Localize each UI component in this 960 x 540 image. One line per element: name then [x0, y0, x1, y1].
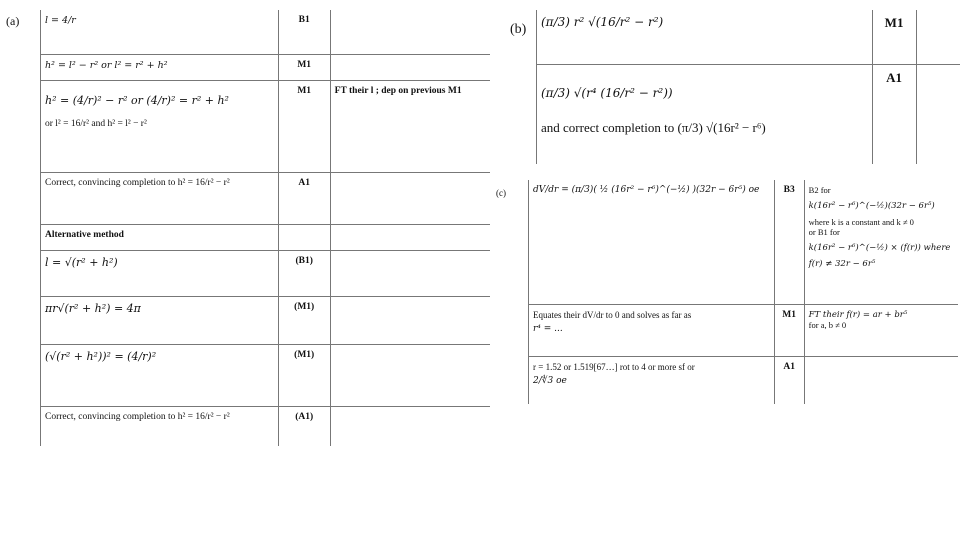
answer-text: Equates their dV/dr to 0 and solves as far as: [533, 309, 692, 320]
part-b-table: [536, 10, 960, 164]
answer-text: Correct, convincing completion to h² = 16/r² − r²: [45, 177, 230, 188]
table-row: [41, 54, 491, 80]
part-a-table: [40, 10, 490, 446]
table-row: [41, 250, 491, 296]
mark-code: M1: [782, 309, 797, 320]
answer-text: dV/dr = (π/3)( ½ (16r² − r⁶)^(−½) )(32r − 6r⁵) oe: [533, 185, 760, 195]
guidance-note: FT their f(r) = ar + br⁵: [808, 309, 908, 320]
table-row: [41, 172, 491, 224]
part-b-label: (b): [510, 22, 527, 37]
mark-code: M1: [884, 15, 904, 30]
table-row: [41, 296, 491, 344]
guidance-note: FT their l ; dep on previous M1: [334, 85, 462, 96]
mark-code: B3: [783, 185, 795, 195]
table-row: [41, 10, 491, 54]
answer-text: (π/3) r² √(16/r² − r²): [541, 15, 664, 29]
mark-code: (M1): [294, 349, 315, 360]
guidance-note: B2 for: [808, 185, 831, 195]
mark-code: (B1): [295, 255, 313, 266]
mark-code: B1: [298, 15, 310, 25]
answer-text: (π/3) √(r⁴ (16/r² − r²)): [541, 85, 673, 100]
guidance-note: k(16r² − r⁶)^(−½) × (f(r)) where: [808, 243, 951, 253]
part-c-table: [528, 180, 958, 404]
part-c-label: (c): [496, 188, 506, 198]
table-row: [537, 64, 960, 164]
mark-code: M1: [297, 85, 312, 96]
answer-text: (√(r² + h²))² = (4/r)²: [45, 349, 157, 363]
table-row: [41, 344, 491, 406]
table-row: [41, 224, 491, 250]
table-row: [41, 406, 491, 446]
answer-text: l = √(r² + h²): [45, 255, 118, 269]
answer-text: πr√(r² + h²) = 4π: [45, 301, 141, 315]
answer-text-alt: r⁴ = ...: [533, 323, 563, 334]
mark-code: (A1): [295, 411, 314, 422]
mark-code: (M1): [294, 301, 315, 312]
table-row: [41, 80, 491, 172]
guidance-note: f(r) ≠ 32r − 6r⁵: [808, 259, 876, 269]
answer-text: h² = l² − r² or l² = r² + h²: [45, 59, 168, 71]
answer-text-alt: and correct completion to (π/3) √(16r² − r⁶): [541, 119, 766, 135]
mark-code: A1: [783, 361, 795, 372]
table-row: [529, 356, 959, 404]
mark-code: A1: [886, 69, 902, 85]
table-row: [529, 304, 959, 356]
guidance-note: for a, b ≠ 0: [808, 319, 847, 330]
mark-code: A1: [298, 177, 310, 188]
answer-text: r = 1.52 or 1.519[67…] rot to 4 or more sf or: [533, 361, 695, 372]
answer-text-alt: or l² = 16/r² and h² = l² − r²: [45, 118, 147, 129]
answer-text: Correct, convincing completion to h² = 16/r² − r²: [45, 411, 230, 422]
answer-text: h² = (4/r)² − r² or (4/r)² = r² + h²: [45, 93, 229, 107]
guidance-note: k(16r² − r⁶)^(−½)(32r − 6r⁵): [808, 201, 935, 211]
part-a-label: (a): [6, 14, 20, 28]
table-row: [537, 10, 960, 64]
mark-code: M1: [297, 59, 312, 70]
answer-text-alt: 2/∜3 oe: [533, 375, 567, 386]
alternative-method-heading: Alternative method: [45, 229, 124, 240]
table-row: [529, 180, 959, 304]
answer-text: l = 4/r: [45, 15, 76, 26]
guidance-note: or B1 for: [808, 227, 840, 237]
guidance-note: where k is a constant and k ≠ 0: [808, 217, 914, 227]
